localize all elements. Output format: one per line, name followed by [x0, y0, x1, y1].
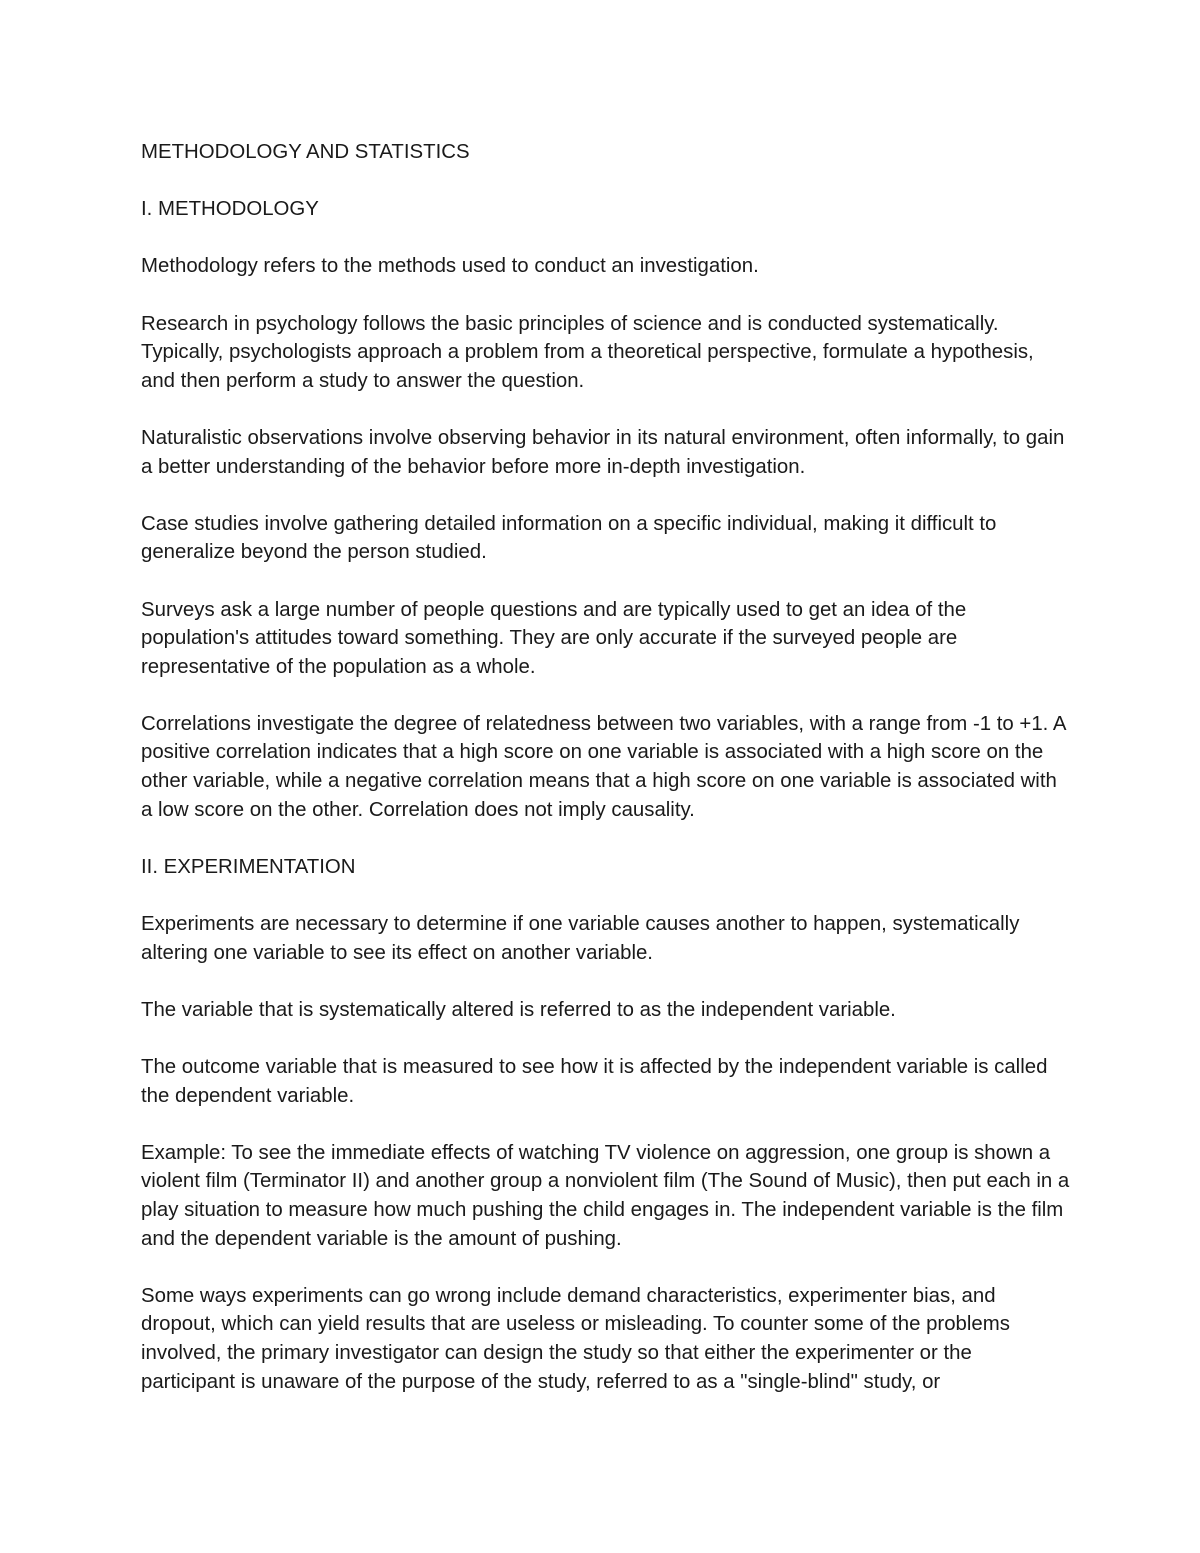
paragraph-dependent-variable: The outcome variable that is measured to see how it is affected by the independent variable is called the dependent variable. — [141, 1056, 1048, 1107]
document-body — [141, 138, 1071, 1396]
paragraph-experiments: Experiments are necessary to determine if one variable causes another to happen, systematically altering one variable to see its effect on another variable. — [141, 913, 1020, 964]
section-heading-experimentation: II. EXPERIMENTATION — [141, 855, 356, 878]
paragraph-correlations: Correlations investigate the degree of relatedness between two variables, with a range from -1 to +1. A positive correlation indicates that a high score on one variable is associated with a high score on the other variable, while a negative correlation means that a high score on one variable is associated with a low score on the other. Correlation does not imply causality. — [141, 712, 1066, 821]
paragraph-naturalistic-observations: Naturalistic observations involve observing behavior in its natural environment, often informally, to gain a better understanding of the behavior before more in-depth investigation. — [141, 426, 1065, 478]
document-title: METHODOLOGY AND STATISTICS — [141, 141, 470, 163]
paragraph-research: Research in psychology follows the basic principles of science and is conducted systematically. Typically, psychologists approach a problem from a theoretical perspective, formulate a hypothesis, and then perform a study to answer the question. — [141, 312, 1034, 392]
paragraph-methodology-definition: Methodology refers to the methods used to conduct an investigation. — [141, 255, 759, 278]
paragraph-experiment-errors: Some ways experiments can go wrong include demand characteristics, experimenter bias, and dropout, which can yield results that are useless or misleading. To counter some of the problems involved, the primary investigator can design the study so that either the experimenter or the participant is unaware of the purpose of the study, referred to as a "single-blind" study, or — [141, 1284, 1010, 1393]
paragraph-case-studies: Case studies involve gathering detailed information on a specific individual, making it difficult to generalize beyond the person studied. — [141, 512, 997, 564]
paragraph-example: Example: To see the immediate effects of watching TV violence on aggression, one group is shown a violent film (Terminator II) and another group a nonviolent film (The Sound of Music), then put each in a play situation to measure how much pushing the child engages in. The independent variable is the film and the dependent variable is the amount of pushing. — [141, 1141, 1070, 1250]
section-heading-methodology: I. METHODOLOGY — [141, 198, 319, 221]
paragraph-independent-variable: The variable that is systematically altered is referred to as the independent variable. — [141, 998, 896, 1021]
paragraph-surveys: Surveys ask a large number of people questions and are typically used to get an idea of the population's attitudes toward something. They are only accurate if the surveyed people are representative of the population as a whole. — [141, 598, 967, 678]
